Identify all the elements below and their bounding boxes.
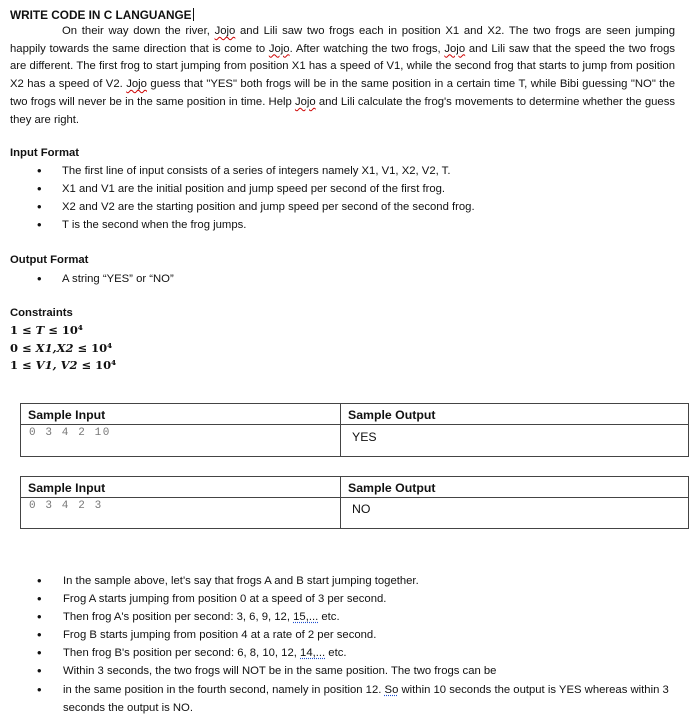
- list-item: • in the same position in the fourth second, namely in position 12. So within 10 seconds the output is YES whereas within 3 seconds the output is NO.: [10, 681, 672, 717]
- constraint-t: 1 ≤ T ≤ 10⁴: [10, 323, 83, 337]
- sample-input-label: Sample Input: [21, 404, 340, 425]
- story-paragraph: On their way down the river, Jojo and Lili saw two frogs each in position X1 and X2. The two frogs are seen jumping happily towards the same direction that is come to Jojo. After watching the two frogs, Jojo and Lili saw that the speed the two frogs are different. The first frog to start jumping from position X1 has a speed of V1, while the second frog that starts to jump from position X2 has a speed of V2. Jojo guess that "YES" both frogs will be in the same position in a certain time T, while Bibi guessing "NO" the two frogs will never be in the same position in time. Help Jojo and Lili calculate the frog's movements to determine whether the guess they are right.: [10, 25, 676, 126]
- input-format-heading: Input Format: [10, 147, 80, 159]
- constraint-x: 0 ≤ X1,X2 ≤ 10⁴: [10, 341, 113, 355]
- output-format-list: [10, 270, 670, 288]
- sample-table-2: [20, 476, 689, 529]
- autocorrect-flag: So: [384, 683, 399, 696]
- sample-input-label: Sample Input: [21, 477, 340, 498]
- sample-output-value: NO: [352, 502, 371, 516]
- explanation-list: [10, 572, 672, 717]
- input-format-list: [10, 162, 670, 234]
- list-item: • A string “YES” or “NO”: [10, 270, 670, 288]
- list-item: • Within 3 seconds, the two frogs will NOT be in the same position. The two frogs can be: [10, 662, 672, 680]
- text-cursor: [193, 8, 194, 21]
- autocorrect-flag: 15,...: [293, 611, 319, 624]
- list-item: • Frog A starts jumping from position 0 at a speed of 3 per second.: [10, 590, 672, 608]
- constraint-v: 1 ≤ V1, V2 ≤ 10⁴: [10, 358, 117, 372]
- sample-input-value: 0 3 4 2 10: [29, 427, 112, 439]
- sample-output-value: YES: [352, 430, 377, 444]
- spell-flag-jojo: Jojo: [294, 95, 316, 108]
- spell-flag-jojo: Jojo: [268, 42, 290, 55]
- spell-flag-jojo: Jojo: [214, 25, 236, 37]
- sample-table-1: [20, 403, 689, 457]
- autocorrect-flag: 14,...: [300, 647, 326, 660]
- sample-input-value: 0 3 4 2 3: [29, 500, 103, 512]
- list-item: • Frog B starts jumping from position 4 at a rate of 2 per second.: [10, 626, 672, 644]
- sample-output-label: Sample Output: [341, 477, 688, 498]
- list-item: • T is the second when the frog jumps.: [10, 216, 670, 234]
- list-item: • X2 and V2 are the starting position and jump speed per second of the second frog.: [10, 198, 670, 216]
- constraints-heading: Constraints: [10, 307, 73, 319]
- document-title: WRITE CODE IN C LANGUANGE: [10, 8, 192, 22]
- list-item: • In the sample above, let's say that frogs A and B start jumping together.: [10, 572, 672, 590]
- output-format-heading: Output Format: [10, 254, 89, 266]
- list-item: • The first line of input consists of a series of integers namely X1, V1, X2, V2, T.: [10, 162, 670, 180]
- spell-flag-jojo: Jojo: [444, 42, 466, 55]
- list-item: • X1 and V1 are the initial position and jump speed per second of the first frog.: [10, 180, 670, 198]
- list-item: • Then frog B's position per second: 6, 8, 10, 12, 14,... etc.: [10, 644, 672, 662]
- sample-output-label: Sample Output: [341, 404, 688, 425]
- list-item: • Then frog A's position per second: 3, 6, 9, 12, 15,... etc.: [10, 608, 672, 626]
- spell-flag-jojo: Jojo: [126, 78, 147, 91]
